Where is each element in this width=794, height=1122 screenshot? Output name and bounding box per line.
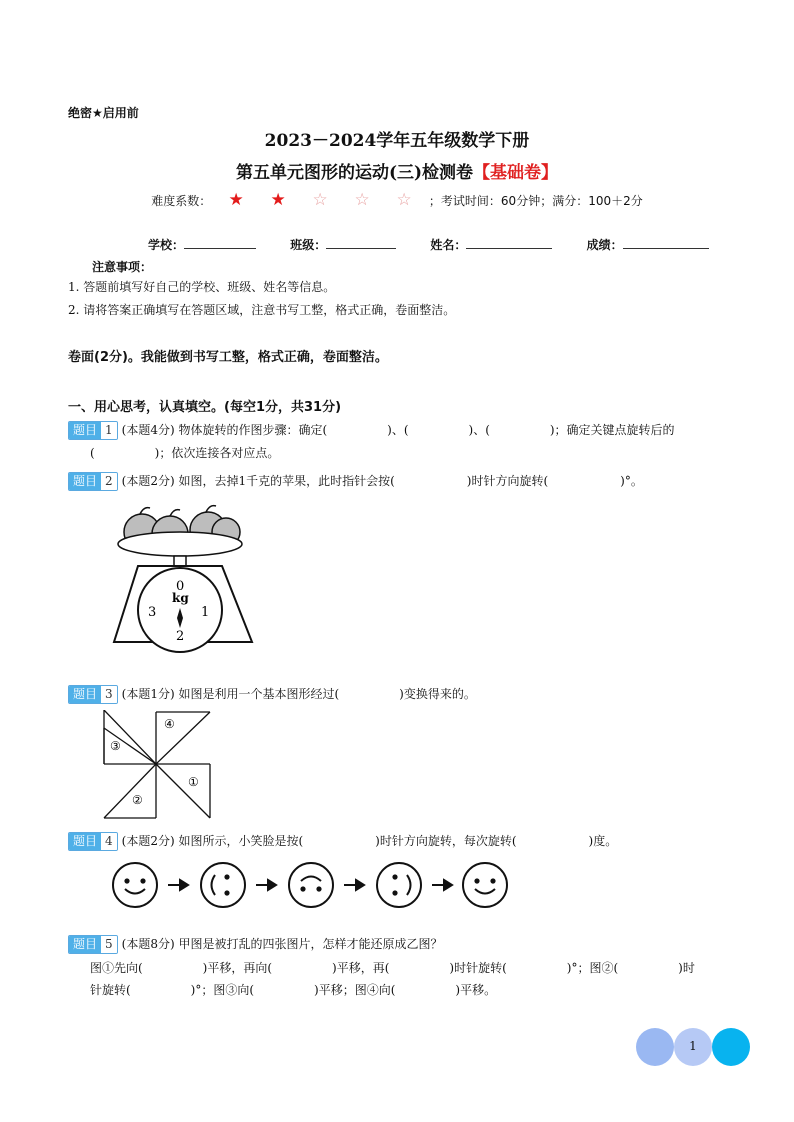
question-badge: 题目 3 bbox=[68, 685, 118, 704]
star-filled-icon: ★ bbox=[270, 190, 286, 210]
star-empty-icon: ☆ bbox=[312, 190, 328, 210]
scale-unit: kg bbox=[172, 591, 189, 605]
page-number-badge bbox=[636, 1028, 752, 1068]
question-4-text: (本题2分) 如图所示，小笑脸是按( )时针方向旋转，每次旋转( )度。 bbox=[121, 834, 618, 848]
pinwheel-label-3: ③ bbox=[110, 739, 121, 753]
question-badge: 题目 1 bbox=[68, 421, 118, 440]
smiley-face-rotated-icon bbox=[201, 863, 245, 907]
page-subtitle bbox=[0, 158, 794, 183]
star-filled-icon: ★ bbox=[228, 190, 244, 210]
page-title: 2023－2024学年五年级数学下册 bbox=[264, 131, 530, 151]
question-4 bbox=[68, 832, 617, 851]
question-1 bbox=[68, 421, 675, 440]
subtitle-tag: 【基础卷】 bbox=[473, 163, 559, 183]
question-badge: 题目 5 bbox=[68, 935, 118, 954]
question-1-text: (本题4分) 物体旋转的作图步骤：确定( )、( )、( )；确定关键点旋转后的 bbox=[121, 423, 675, 437]
question-5-line-2: 图①先向( )平移，再向( )平移，再( )时针旋转( )°；图②( )时 bbox=[90, 961, 695, 975]
difficulty-stars bbox=[215, 190, 425, 210]
section-1-heading: 一、用心思考，认真填空。(每空1分，共31分) bbox=[68, 400, 342, 415]
smiley-face-upside-icon bbox=[289, 863, 333, 907]
question-5-line-3: 针旋转( )°；图③向( )平移；图④向( )平移。 bbox=[90, 983, 497, 997]
smiley-face-icon bbox=[113, 863, 157, 907]
class-label: 班级： bbox=[290, 238, 327, 252]
juanmian-line: 卷面(2分)。我能做到书写工整，格式正确，卷面整洁。 bbox=[68, 350, 388, 365]
school-blank[interactable] bbox=[184, 236, 256, 249]
question-badge: 题目 2 bbox=[68, 472, 118, 491]
school-label: 学校： bbox=[148, 238, 185, 252]
notice-item-2: 2. 请将答案正确填写在答题区域，注意书写工整，格式正确，卷面整洁。 bbox=[68, 303, 456, 317]
difficulty-label: 难度系数： bbox=[151, 194, 212, 208]
question-badge: 题目 4 bbox=[68, 832, 118, 851]
score-label: 成绩： bbox=[586, 238, 623, 252]
subtitle-main: 第五单元图形的运动(三)检测卷 bbox=[235, 163, 474, 183]
apple-scale-figure bbox=[110, 502, 258, 654]
scale-mark-2: 2 bbox=[176, 629, 185, 644]
score-blank[interactable] bbox=[623, 236, 709, 249]
smiley-face-icon bbox=[463, 863, 507, 907]
scale-mark-3: 3 bbox=[148, 605, 157, 620]
class-blank[interactable] bbox=[326, 236, 396, 249]
confidential-label: 绝密★启用前 bbox=[68, 106, 139, 120]
pinwheel-label-4: ④ bbox=[164, 717, 175, 731]
pinwheel-label-1: ① bbox=[188, 775, 199, 789]
smiley-face-rotated-icon bbox=[377, 863, 421, 907]
star-empty-icon: ☆ bbox=[354, 190, 370, 210]
question-2-text: (本题2分) 如图，去掉1千克的苹果，此时指针会按( )时针方向旋转( )°。 bbox=[121, 474, 643, 488]
star-empty-icon: ☆ bbox=[396, 190, 412, 210]
notice-heading: 注意事项： bbox=[92, 260, 153, 274]
name-blank[interactable] bbox=[466, 236, 552, 249]
page-number: 1 bbox=[689, 1039, 697, 1053]
smiley-sequence-figure bbox=[110, 858, 510, 912]
scale-mark-1: 1 bbox=[201, 605, 210, 620]
pinwheel-figure bbox=[102, 710, 214, 820]
question-3-text: (本题1分) 如图是利用一个基本图形经过( )变换得来的。 bbox=[121, 687, 476, 701]
name-label: 姓名： bbox=[430, 238, 467, 252]
notice-item-1: 1. 答题前填写好自己的学校、班级、姓名等信息。 bbox=[68, 280, 336, 294]
scale-mark-0: 0 bbox=[176, 579, 185, 594]
question-3 bbox=[68, 685, 476, 704]
question-5 bbox=[68, 935, 442, 954]
question-1-cont: ( )；依次连接各对应点。 bbox=[90, 446, 280, 460]
difficulty-line bbox=[0, 190, 794, 210]
pinwheel-label-2: ② bbox=[132, 793, 143, 807]
student-info-row bbox=[148, 236, 739, 253]
exam-info: ；考试时间：60分钟；满分：100＋2分 bbox=[428, 194, 643, 208]
question-2 bbox=[68, 472, 643, 491]
question-5-text: (本题8分) 甲图是被打乱的四张图片，怎样才能还原成乙图？ bbox=[121, 937, 443, 951]
